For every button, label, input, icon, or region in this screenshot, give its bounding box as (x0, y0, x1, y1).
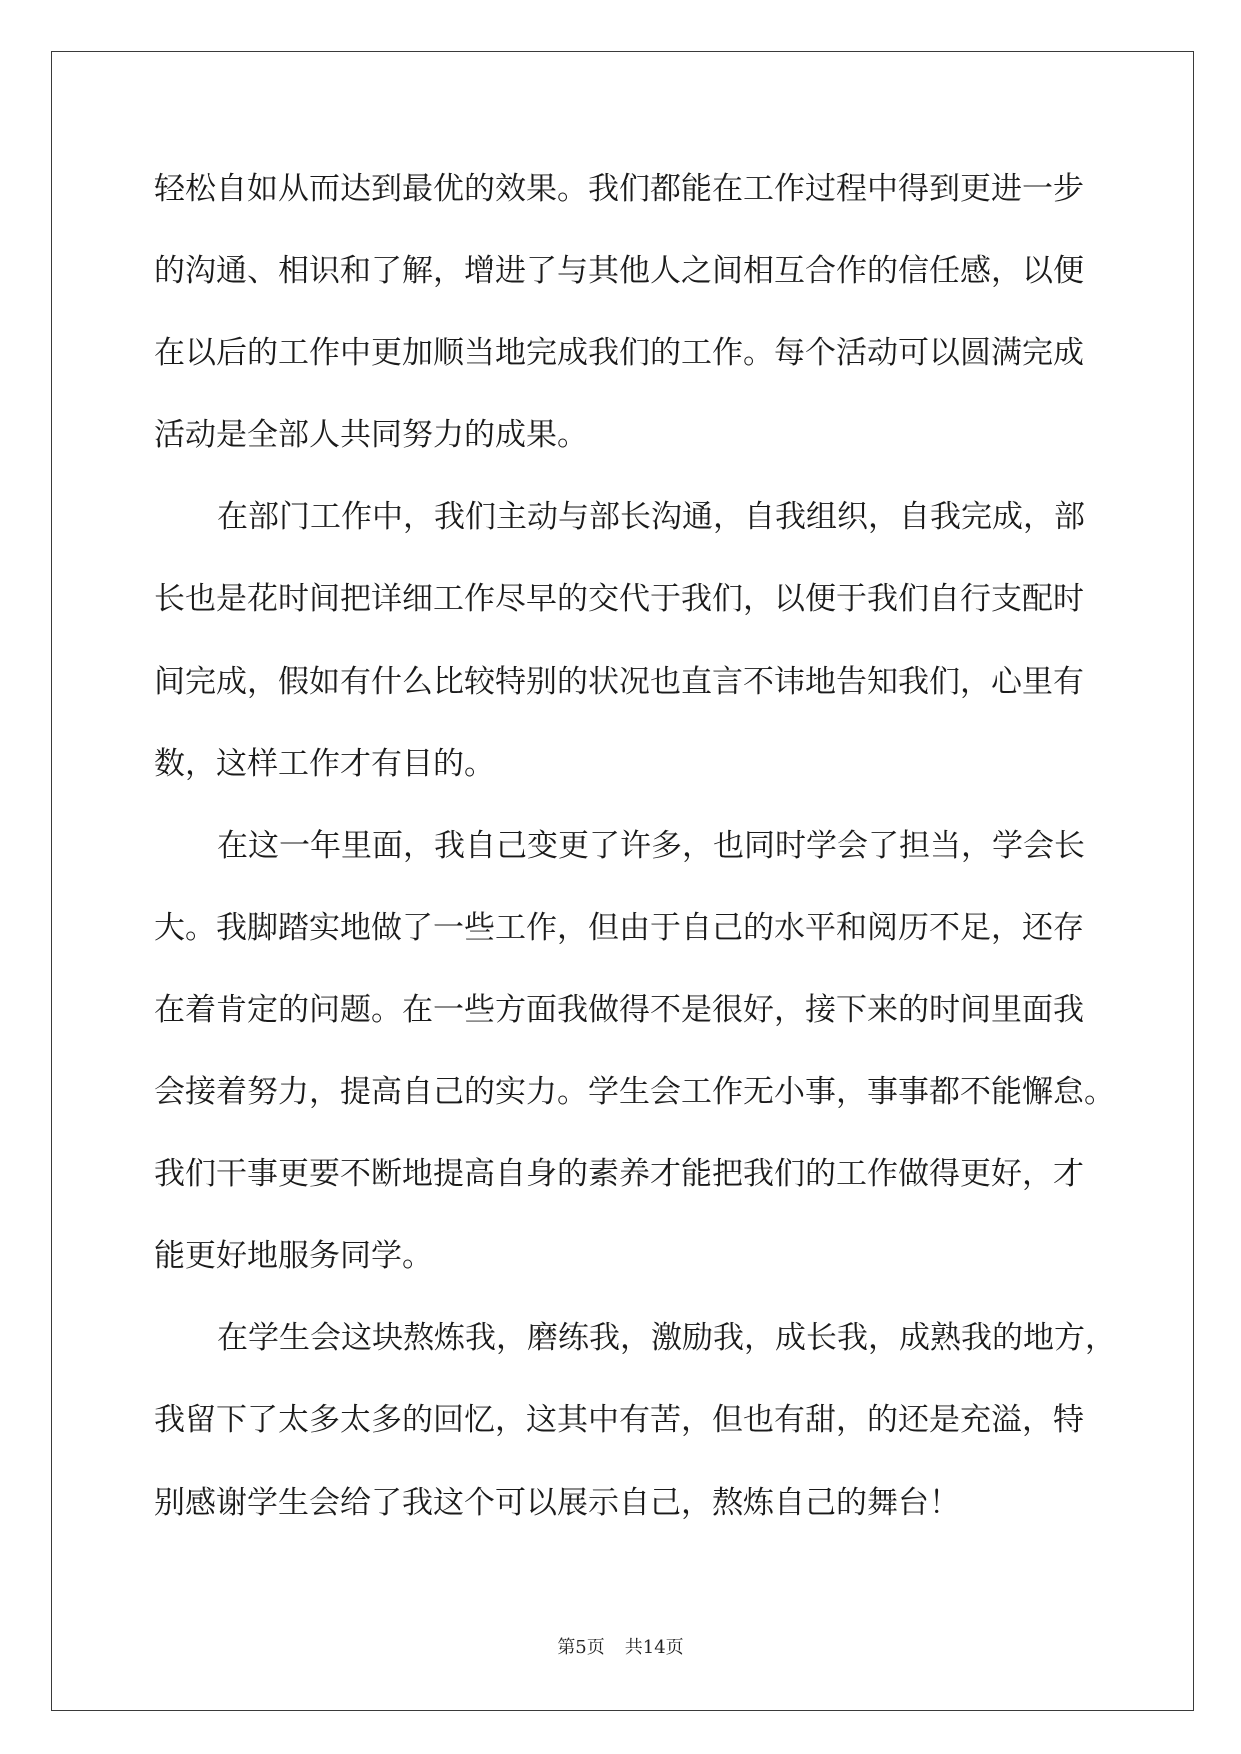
text-line: 会接着努力，提高自己的实力。学生会工作无小事，事事都不能懈怠。 (154, 1074, 1115, 1111)
text-line: 的沟通、相识和了解，增进了与其他人之间相互合作的信任感，以便 (154, 253, 1084, 290)
text-line: 活动是全部人共同努力的成果。 (154, 417, 588, 454)
text-line: 间完成，假如有什么比较特别的状况也直言不讳地告知我们，心里有 (154, 663, 1084, 700)
text-line: 在以后的工作中更加顺当地完成我们的工作。每个活动可以圆满完成 (154, 335, 1084, 372)
text-line: 数，这样工作才有目的。 (154, 745, 495, 782)
page-footer (0, 1636, 1241, 1660)
text-line: 我留下了太多太多的回忆，这其中有苦，但也有甜，的还是充溢，特 (154, 1402, 1084, 1439)
page-number: 第5页 (557, 1637, 605, 1658)
text-line: 我们干事更要不断地提高自身的素养才能把我们的工作做得更好，才 (154, 1156, 1084, 1193)
paragraph (154, 805, 1134, 1298)
text-line: 轻松自如从而达到最优的效果。我们都能在工作过程中得到更进一步 (154, 171, 1084, 207)
paragraph (154, 1297, 1134, 1543)
text-line: 在这一年里面，我自己变更了许多，也同时学会了担当，学会长 (217, 827, 1085, 864)
text-line: 能更好地服务同学。 (154, 1238, 433, 1275)
text-line: 大。我脚踏实地做了一些工作，但由于自己的水平和阅历不足，还存 (154, 909, 1084, 946)
text-line: 在着肯定的问题。在一些方面我做得不是很好，接下来的时间里面我 (154, 991, 1084, 1028)
paragraph (154, 148, 1134, 476)
paragraph (154, 476, 1134, 804)
text-line: 在学生会这块熬炼我，磨练我，激励我，成长我，成熟我的地方， (217, 1320, 1116, 1357)
text-line: 在部门工作中，我们主动与部长沟通，自我组织，自我完成，部 (217, 499, 1085, 536)
document-body (154, 148, 1134, 1544)
text-line: 别感谢学生会给了我这个可以展示自己，熬炼自己的舞台！ (154, 1484, 960, 1521)
text-line: 长也是花时间把详细工作尽早的交代于我们，以便于我们自行支配时 (154, 581, 1084, 618)
page-total: 共14页 (624, 1637, 684, 1658)
